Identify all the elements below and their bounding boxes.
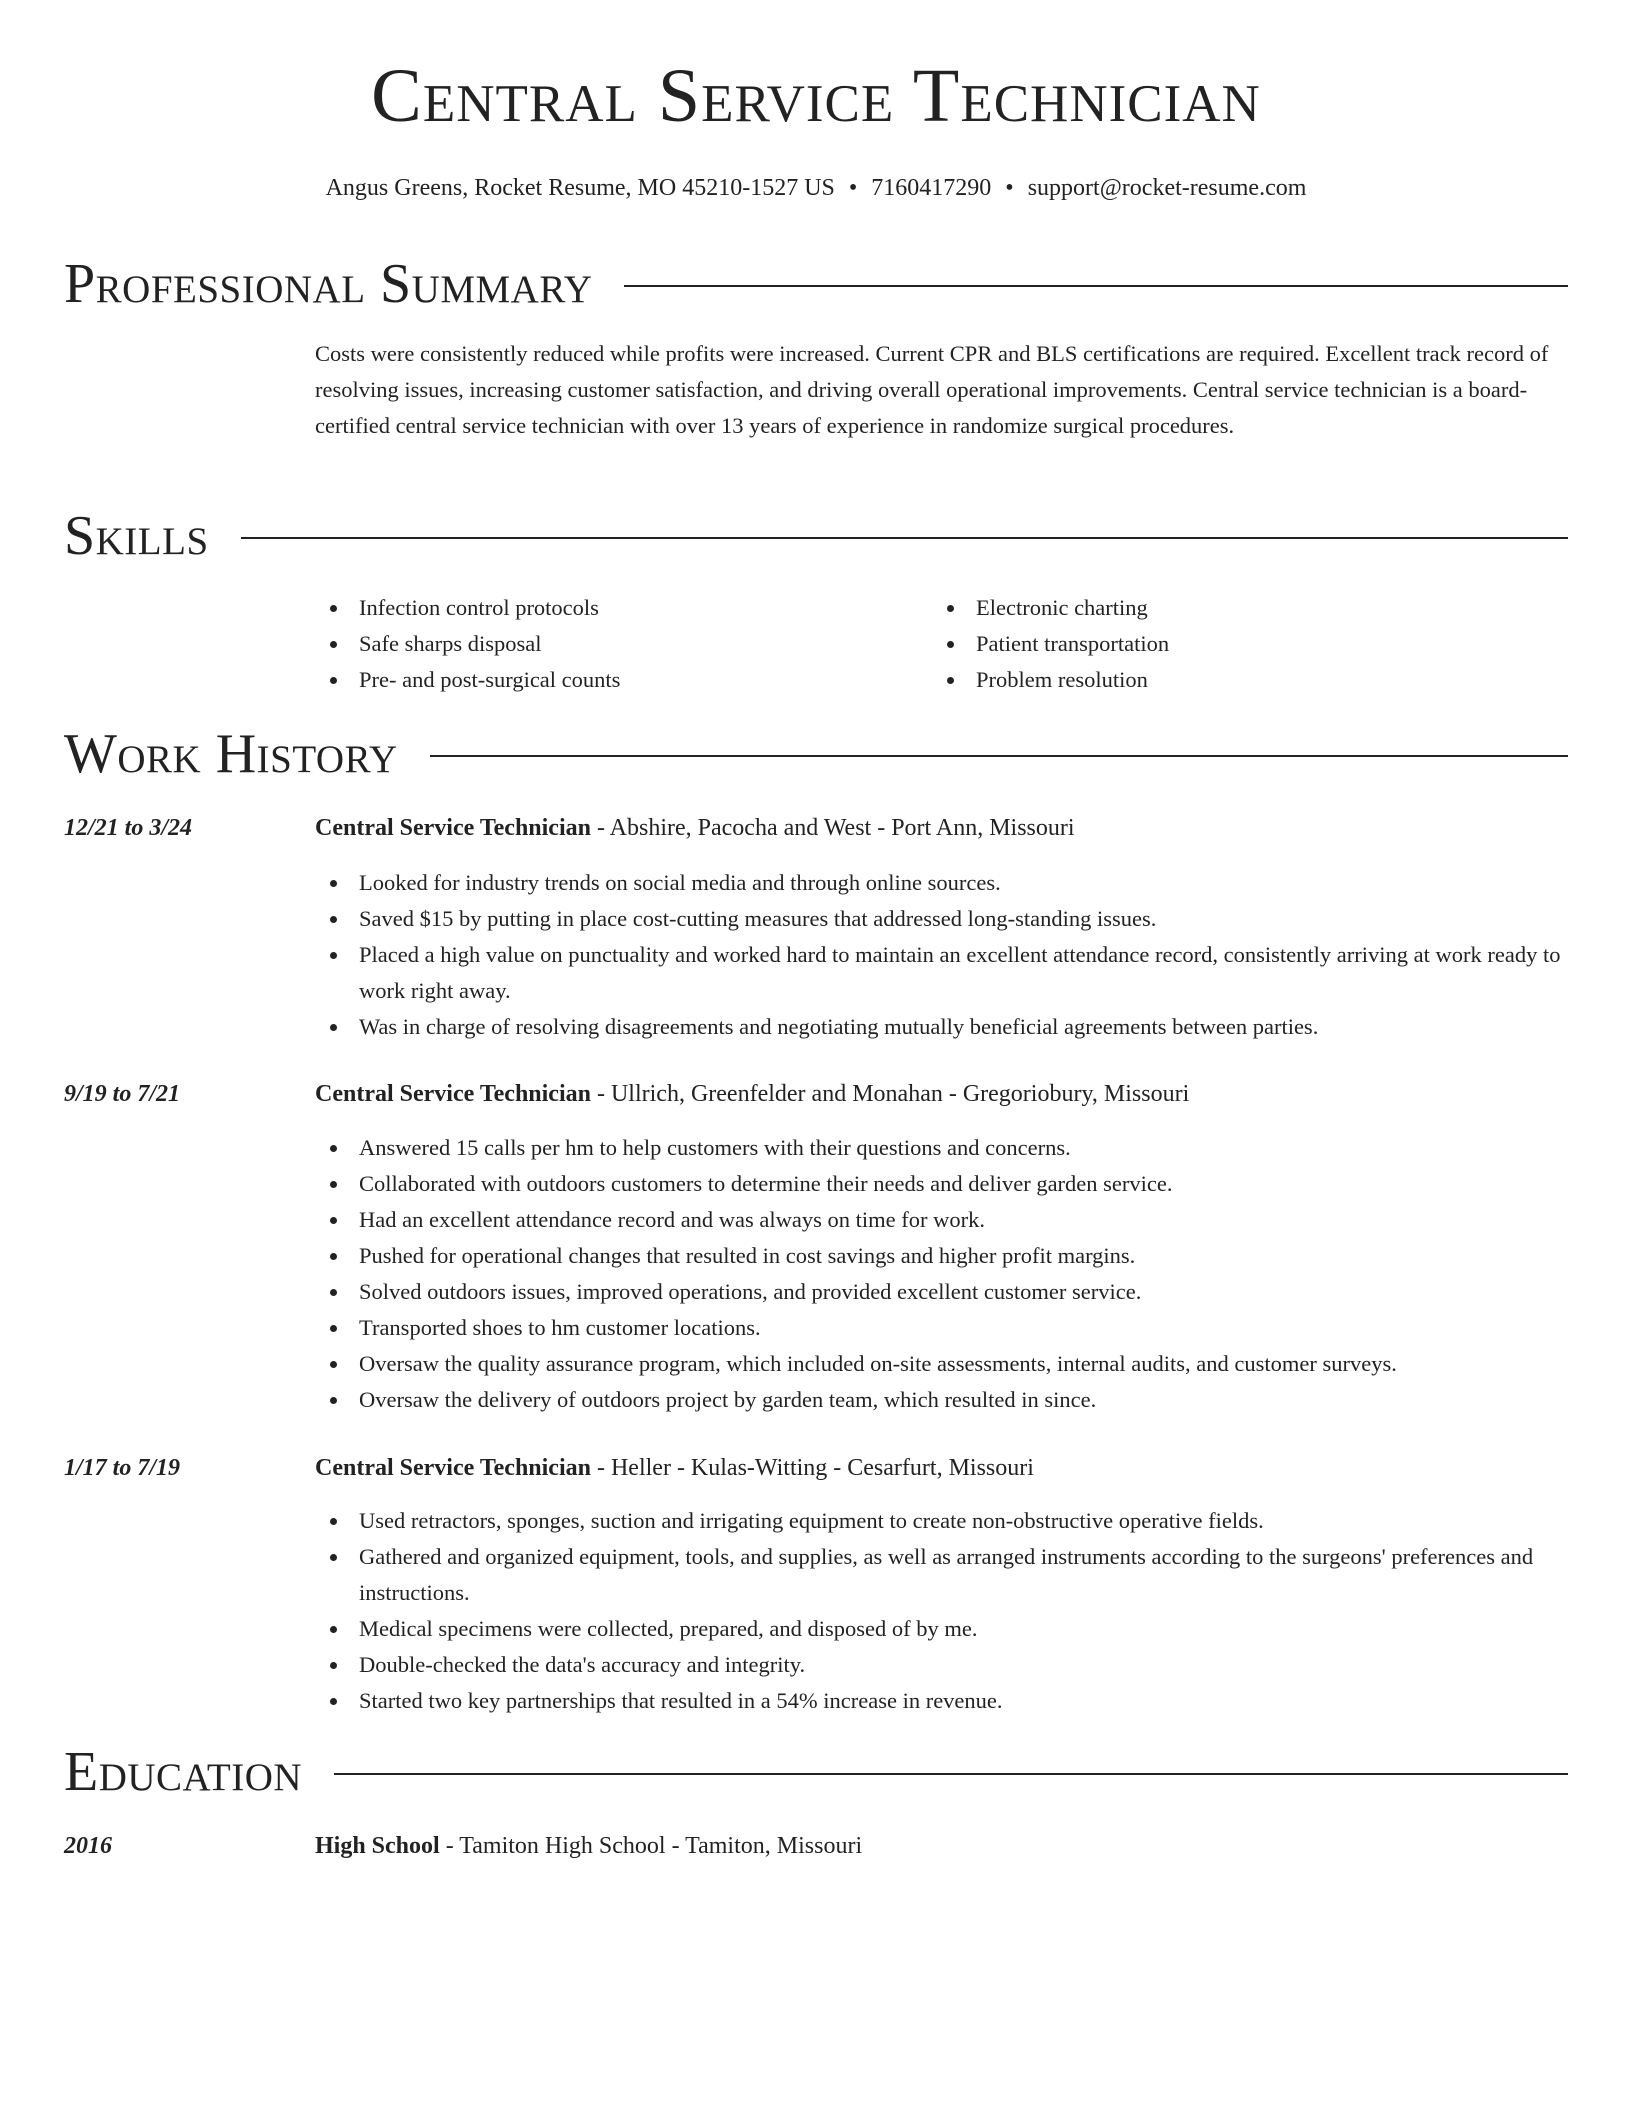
contact-email: support@rocket-resume.com	[1027, 175, 1307, 201]
job-header	[315, 812, 1568, 844]
skill-item: Infection control protocols	[315, 590, 932, 626]
contact-phone: 7160417290	[871, 175, 992, 201]
work-heading: Work History	[64, 723, 398, 785]
job-dates: 9/19 to 7/21	[64, 1081, 181, 1107]
education-heading: Education	[64, 1741, 303, 1803]
education-details: - Tamiton High School - Tamiton, Missouri	[439, 1833, 863, 1859]
summary-text: Costs were consistently reduced while profits were increased. Current CPR and BLS certifications are required. Excellent track record of resolving issues, increasing customer satisfaction, and driving overall operational improvements. Central service technician is a board-certified central service technician with over 13 years of experience in randomize surgical procedures.	[315, 341, 1549, 438]
job-role: Central Service Technician	[315, 1455, 591, 1481]
job-dates: 1/17 to 7/19	[64, 1455, 181, 1481]
job-dates: 12/21 to 3/24	[64, 815, 193, 841]
job-header	[315, 1452, 1568, 1484]
job-duty-item: Medical specimens were collected, prepared, and disposed of by me.	[315, 1611, 1568, 1647]
job-duty-item: Oversaw the delivery of outdoors project by garden team, which resulted in since.	[315, 1382, 1568, 1418]
contact-address: Angus Greens, Rocket Resume, MO 45210-1527 US	[325, 175, 835, 201]
skills-list-left	[315, 590, 932, 698]
summary-section-heading	[64, 254, 1568, 314]
education-degree: High School	[315, 1833, 440, 1859]
work-section-heading	[64, 724, 1568, 784]
job-duty-item: Pushed for operational changes that resulted in cost savings and higher profit margins.	[315, 1238, 1568, 1274]
section-divider	[241, 537, 1568, 539]
contact-line	[64, 176, 1568, 200]
contact-separator: •	[848, 175, 858, 201]
section-divider	[624, 285, 1568, 287]
job-duties	[315, 1503, 1568, 1719]
job-duty-item: Used retractors, sponges, suction and irrigating equipment to create non-obstructive operative fields.	[315, 1503, 1568, 1539]
job-duties	[315, 865, 1568, 1045]
job-duty-item: Was in charge of resolving disagreements and negotiating mutually beneficial agreements between parties.	[315, 1009, 1568, 1045]
skill-item: Pre- and post-surgical counts	[315, 662, 932, 698]
job-duty-item: Double-checked the data's accuracy and integrity.	[315, 1647, 1568, 1683]
job-role: Central Service Technician	[315, 815, 591, 841]
job-duty-item: Oversaw the quality assurance program, which included on-site assessments, internal audits, and customer surveys.	[315, 1346, 1568, 1382]
job-details: - Ullrich, Greenfelder and Monahan - Gregoriobury, Missouri	[590, 1081, 1190, 1107]
skill-item: Safe sharps disposal	[315, 626, 932, 662]
skill-item: Problem resolution	[932, 662, 1549, 698]
job-duty-item: Started two key partnerships that resulted in a 54% increase in revenue.	[315, 1683, 1568, 1719]
job-role: Central Service Technician	[315, 1081, 591, 1107]
job-duty-item: Transported shoes to hm customer locations.	[315, 1310, 1568, 1346]
job-duty-item: Had an excellent attendance record and was always on time for work.	[315, 1202, 1568, 1238]
section-divider	[334, 1773, 1568, 1775]
job-details: - Abshire, Pacocha and West - Port Ann, Missouri	[590, 815, 1075, 841]
job-details: - Heller - Kulas-Witting - Cesarfurt, Missouri	[590, 1455, 1034, 1481]
contact-separator: •	[1005, 175, 1014, 201]
skills-list-right	[932, 590, 1549, 698]
skills-grid	[315, 590, 1568, 698]
job-duty-item: Looked for industry trends on social media and through online sources.	[315, 865, 1568, 901]
job-header	[315, 1078, 1568, 1110]
job-duty-item: Collaborated with outdoors customers to determine their needs and deliver garden service.	[315, 1166, 1568, 1202]
skill-item: Patient transportation	[932, 626, 1549, 662]
skills-heading: Skills	[64, 505, 209, 567]
education-section-heading	[64, 1742, 1568, 1802]
summary-heading: Professional Summary	[64, 253, 593, 315]
job-duty-item: Gathered and organized equipment, tools, and supplies, as well as arranged instruments according to the surgeons' preferences and instructions.	[315, 1539, 1568, 1611]
education-header	[315, 1830, 1568, 1862]
resume-title: Central Service Technician	[371, 54, 1261, 138]
job-duty-item: Placed a high value on punctuality and worked hard to maintain an excellent attendance record, consistently arriving at work ready to work right away.	[315, 937, 1568, 1009]
skill-item: Electronic charting	[932, 590, 1549, 626]
section-divider	[430, 755, 1568, 757]
skills-section-heading	[64, 506, 1568, 566]
job-duty-item: Saved $15 by putting in place cost-cutting measures that addressed long-standing issues.	[315, 901, 1568, 937]
education-year: 2016	[64, 1833, 112, 1859]
job-duties	[315, 1130, 1568, 1418]
job-duty-item: Solved outdoors issues, improved operations, and provided excellent customer service.	[315, 1274, 1568, 1310]
job-duty-item: Answered 15 calls per hm to help customers with their questions and concerns.	[315, 1130, 1568, 1166]
